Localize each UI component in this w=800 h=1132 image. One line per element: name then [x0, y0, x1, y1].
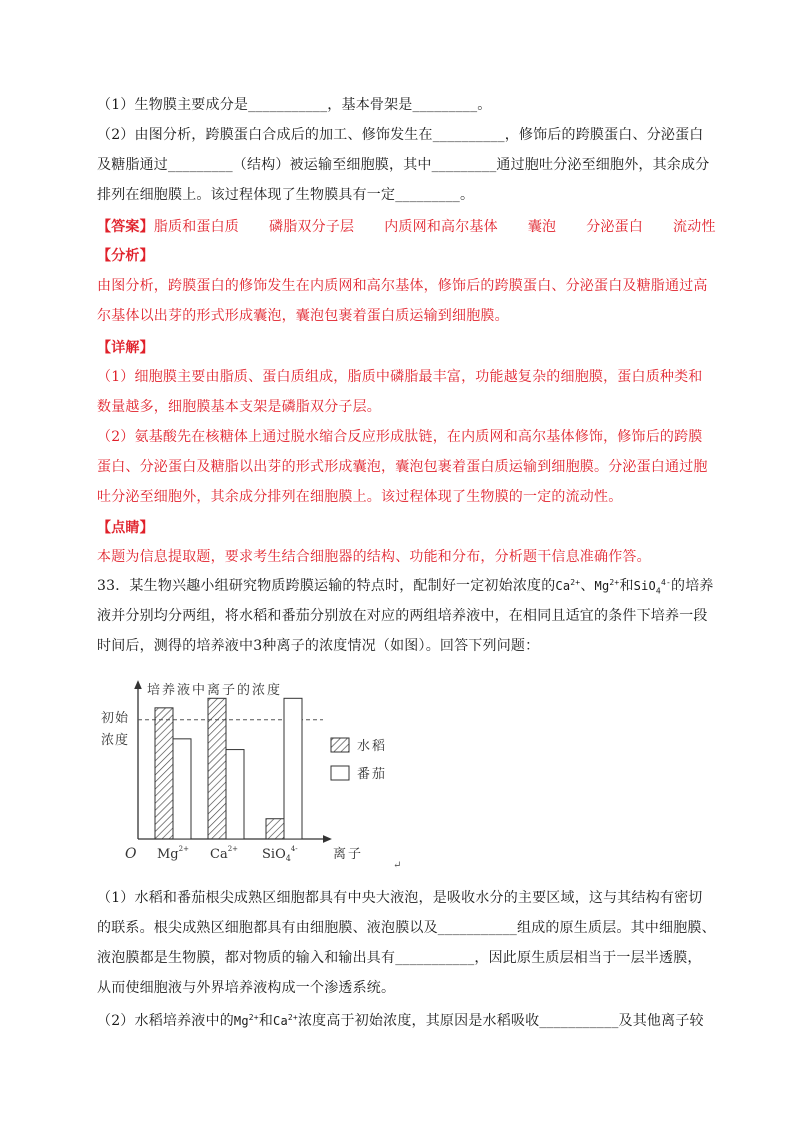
ion-mg-symbol: Mg [594, 579, 610, 593]
ion-ca-symbol: Ca [555, 579, 571, 593]
answer-4: 囊泡 [527, 219, 557, 235]
ion-sio4 [633, 578, 671, 596]
bar-tomato-0 [173, 739, 191, 839]
q33-and: 和 [619, 578, 634, 594]
sub2-ion-ca [273, 1014, 298, 1028]
origin-label: O [125, 846, 137, 862]
detail-1-line-1: （1）细胞膜主要由脂质、蛋白质组成，脂质中磷脂最丰富，功能越复杂的细胞膜，蛋白质种类和 [97, 369, 703, 385]
question-33-line-1 [97, 576, 714, 596]
q33-sub1-line-1: （1）水稻和番茄根尖成熟区细胞都具有中央大液泡，是吸收水分的主要区域，这与其结构有密切 [97, 890, 703, 906]
legend [331, 738, 387, 782]
detail-2-line-3: 吐分泌至细胞外，其余成分排列在细胞膜上。该过程体现了生物膜的一定的流动性。 [97, 489, 623, 505]
bar-rice-1 [208, 698, 226, 839]
initial-label-1: 初始 [101, 711, 130, 726]
detail-label: 【详解】 [97, 340, 154, 356]
q33-sub1-line-3: 液泡膜都是生物膜，都对物质的输入和输出具有___________，因此原生质层相当于一层半透膜， [97, 950, 702, 966]
ion-concentration-chart [95, 672, 425, 872]
x-tick-labels [157, 845, 298, 863]
detail-2-line-2: 蛋白、分泌蛋白及糖脂以出芽的形式形成囊泡，囊泡包裹着蛋白质运输到细胞膜。分泌蛋白通过胞 [97, 459, 708, 475]
analysis-label: 【分析】 [97, 248, 154, 264]
sub2-ion-mg-charge: 2+ [248, 1013, 259, 1022]
q33-sub2-and: 和 [258, 1013, 274, 1029]
answer-6: 流动性 [673, 219, 716, 235]
q33-sub1-line-2: 的联系。根尖成熟区细胞都具有由细胞膜、液泡膜以及___________组成的原生质层。其中细胞膜、 [97, 920, 716, 936]
ion-mg-charge: 2+ [609, 578, 620, 587]
x-tick-label-0: $Mg^{2+}$ [157, 845, 189, 862]
analysis-line-2: 尔基体以出芽的形式形成囊泡，囊泡包裹着蛋白质运输到细胞膜。 [97, 308, 509, 324]
bar-tomato-2 [284, 698, 302, 839]
q33-sub1-line-4: 从而使细胞液与外界培养液构成一个渗透系统。 [97, 980, 396, 996]
answer-1: 脂质和蛋白质 [153, 219, 240, 235]
sub2-ion-mg [234, 1014, 259, 1028]
q33-intro-end: 的培养 [671, 578, 714, 594]
sub2-ion-mg-symbol: Mg [233, 1014, 249, 1028]
analysis-line-1: 由图分析，跨膜蛋白的修饰发生在内质网和高尔基体，修饰后的跨膜蛋白、分泌蛋白及糖脂通过高 [97, 278, 708, 294]
q33-sub2-start: （2）水稻培养液中的 [97, 1013, 234, 1029]
q33-sub2-end: 浓度高于初始浓度，其原因是水稻吸收___________及其他离子较 [297, 1013, 704, 1029]
legend-label-tomato: 番茄 [357, 767, 388, 782]
x-axis-label: 离子 [333, 847, 364, 862]
detail-1-line-2: 数量越多，细胞膜基本支架是磷脂双分子层。 [97, 399, 381, 415]
legend-swatch-rice [331, 738, 349, 752]
sub2-ion-ca-charge: 2+ [287, 1013, 298, 1022]
q33-separator: 、 [580, 578, 595, 594]
x-tick-label-1: $Ca^{2+}$ [210, 845, 239, 862]
ion-mg [595, 579, 620, 593]
ion-ca-charge: 2+ [570, 578, 581, 587]
legend-label-rice: 水稻 [357, 739, 388, 754]
comment-label: 【点睛】 [97, 520, 154, 536]
return-mark: ↵ [393, 860, 402, 871]
ion-ca [555, 579, 580, 593]
q33-sub2-line-1 [97, 1011, 704, 1031]
comment-text: 本题为信息提取题，要求考生结合细胞器的结构、功能和分布，分析题干信息准确作答。 [97, 549, 651, 565]
ion-sio4-symbol: SiO [633, 579, 656, 593]
bar-rice-0 [155, 708, 173, 839]
q33-intro: 33．某生物兴趣小组研究物质跨膜运输的特点时，配制好一定初始浓度的 [97, 578, 556, 594]
answer-3: 内质网和高尔基体 [384, 219, 498, 235]
question-part-2-line-1: （2）由图分析，跨膜蛋白合成后的加工、修饰发生在__________，修饰后的跨膜蛋白、分泌蛋白 [97, 127, 704, 143]
initial-label-2: 浓度 [101, 733, 130, 748]
detail-2-line-1: （2）氨基酸先在核糖体上通过脱水缩合反应形成肽链，在内质网和高尔基体修饰，修饰后的跨膜 [97, 429, 703, 445]
question-part-1: （1）生物膜主要成分是___________，基本骨架是_________。 [97, 97, 492, 113]
ion-sio4-charge: 4- [660, 578, 671, 587]
question-33-line-2: 液并分别均分两组，将水稻和番茄分别放在对应的两组培养液中，在相同且适宜的条件下培养一段 [97, 608, 708, 624]
bar-rice-2 [266, 819, 284, 839]
chart-title: 培养液中离子的浓度 [147, 683, 283, 698]
answer-label: 【答案】 [97, 219, 154, 235]
answer-line [97, 217, 716, 237]
answer-5: 分泌蛋白 [586, 219, 644, 235]
ion-sio4-subscript: 4 [655, 586, 661, 596]
question-part-2-line-3: 排列在细胞膜上。该过程体现了生物膜具有一定_________。 [97, 187, 475, 203]
legend-swatch-tomato [331, 766, 349, 780]
bar-tomato-1 [226, 750, 244, 839]
x-tick-label-2: SiO$_4^{4-}$ [262, 845, 298, 863]
question-33-line-3: 时间后，测得的培养液中3种离子的浓度情况（如图）。回答下列问题： [97, 638, 540, 654]
answer-2: 磷脂双分子层 [269, 219, 355, 235]
question-part-2-line-2: 及糖脂通过_________（结构）被运输至细胞膜，其中_________通过胞吐分泌至细胞外，其余成分 [97, 157, 710, 173]
sub2-ion-ca-symbol: Ca [273, 1014, 288, 1028]
